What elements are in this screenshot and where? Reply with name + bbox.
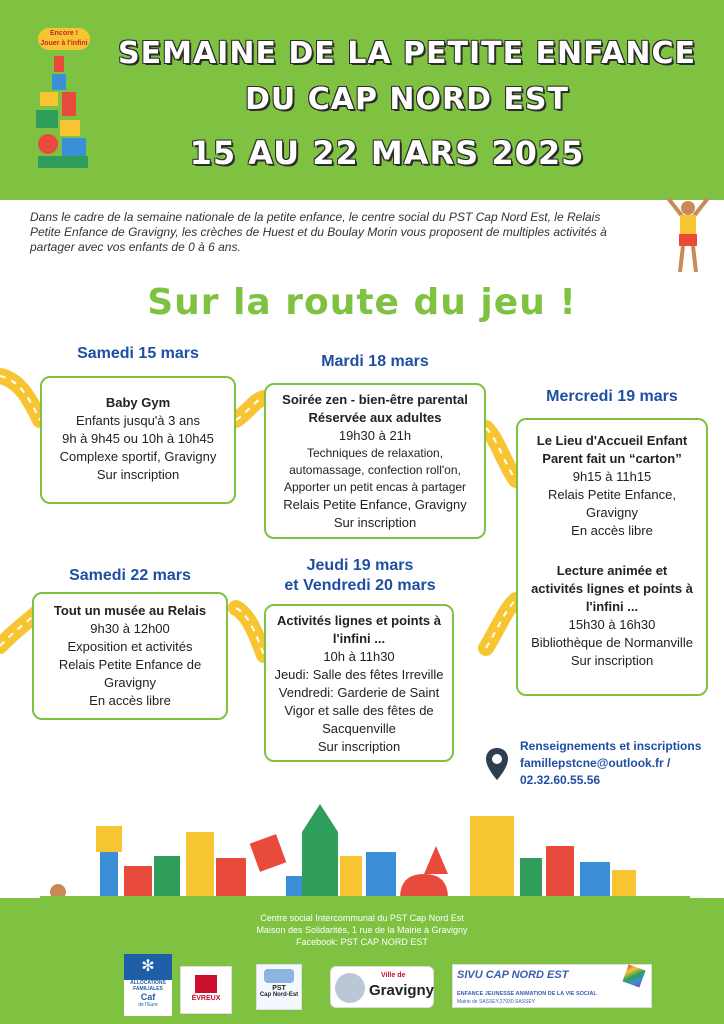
caf-text: Caf (140, 992, 156, 1002)
event-title: Baby Gym (105, 395, 171, 410)
footer-address (0, 912, 724, 948)
evreux-logo (180, 966, 232, 1014)
event-line: En accès libre (89, 693, 171, 708)
evreux-emblem-icon (195, 975, 217, 993)
sivu-title: SIVU CAP NORD EST (457, 969, 569, 981)
event-line: Vigor et salle des fêtes de (284, 703, 434, 718)
event-card-baby-gym (40, 376, 236, 504)
caf-snowflake-icon: ✻ (124, 954, 172, 980)
event-title: Soirée zen - bien-être parental (282, 392, 468, 407)
caf-logo (124, 954, 172, 1016)
gravigny-text: Gravigny (369, 982, 435, 999)
day-line: et Vendredi 20 mars (284, 577, 436, 594)
pst-emblem-icon (264, 969, 294, 983)
event-title: Lecture animée et (556, 563, 668, 578)
event-title: l'infini ... (332, 631, 386, 646)
location-pin-icon (484, 746, 510, 782)
event-title: Activités lignes et points à (277, 613, 441, 628)
footer-line: Centre social Intercommunal du PST Cap Nord Est (260, 913, 464, 923)
poster-badge-line1: Encore ! (49, 30, 78, 37)
footer-line: Facebook: PST CAP NORD EST (296, 937, 428, 947)
event-line: 10h à 11h30 (323, 649, 395, 664)
gravigny-emblem-icon (335, 973, 365, 1003)
event-time: 19h30 à 21h (338, 428, 412, 443)
event-title: l'infini ... (585, 599, 639, 614)
event-line: 9h15 à 11h15 (572, 469, 652, 484)
title-line-1: SEMAINE DE LA PETITE ENFANCE (118, 36, 696, 71)
event-line: Relais Petite Enfance, Gravigny (283, 497, 467, 512)
day-jeudi-vendredi (264, 556, 456, 596)
event-subtitle: Réservée aux adultes (308, 410, 442, 425)
contact-phone[interactable]: 02.32.60.55.56 (520, 773, 601, 787)
pst-text: PST (272, 985, 286, 992)
event-line: 9h à 9h45 ou 10h à 10h45 (62, 431, 214, 446)
poster-badge-line2: Jouer à l'infini (40, 40, 88, 47)
event-detail: automassage, confection roll'on, (289, 463, 461, 477)
day-mardi-18: Mardi 18 mars (321, 353, 429, 370)
event-line: Sur inscription (317, 739, 401, 754)
sivu-subtitle: ENFANCE JEUNESSE ANIMATION DE LA VIE SOCIAL (457, 991, 597, 997)
event-detail: Apporter un petit encas à partager (283, 480, 467, 494)
event-title: Parent fait un “carton” (542, 451, 682, 466)
day-mercredi-19: Mercredi 19 mars (546, 388, 678, 405)
event-line: Bibliothèque de Normanville (531, 635, 693, 650)
event-line: 9h30 à 12h00 (90, 621, 170, 636)
event-card-mercredi (516, 418, 708, 696)
title-line-dates: 15 AU 22 MARS 2025 (189, 134, 585, 172)
event-line: Complexe sportif, Gravigny (59, 449, 217, 464)
event-line: Sur inscription (570, 653, 654, 668)
title-line-2: DU CAP NORD EST (245, 82, 569, 117)
sivu-logo (452, 964, 652, 1008)
event-card-musee (32, 592, 228, 720)
event-line: Jeudi: Salle des fêtes Irreville (274, 667, 444, 682)
evreux-text: ÉVREUX (191, 995, 221, 1002)
event-line: 15h30 à 16h30 (568, 617, 656, 632)
event-line: Gravigny (103, 675, 157, 690)
contact-email[interactable]: famillepstcne@outlook.fr / (520, 756, 671, 770)
contact-title: Renseignements et inscriptions (520, 739, 702, 753)
day-line: Jeudi 19 mars (306, 557, 414, 574)
day-samedi-15: Samedi 15 mars (77, 345, 199, 362)
caf-text: de l'Eure (138, 1002, 158, 1008)
pst-logo (256, 964, 302, 1010)
event-line: Exposition et activités (67, 639, 193, 654)
caf-text: FAMILIALES (133, 986, 163, 992)
event-card-lignes-points (264, 604, 454, 762)
contact-block (520, 738, 701, 789)
event-line: Vendredi: Garderie de Saint (278, 685, 440, 700)
event-title: activités lignes et points à (531, 581, 693, 596)
pst-text: Cap Nord-Est (259, 992, 299, 998)
event-line: Relais Petite Enfance de (58, 657, 202, 672)
footer-line: Maison des Solidarités, 1 rue de la Mairie à Gravigny (256, 925, 468, 935)
event-card-soiree-zen (264, 383, 486, 539)
building-blocks-illustration (40, 796, 690, 900)
event-line: Relais Petite Enfance, (548, 487, 676, 502)
event-title: Tout un musée au Relais (53, 603, 207, 618)
sivu-emblem-icon (622, 964, 645, 987)
intro-text: Dans le cadre de la semaine nationale de la petite enfance, le centre social du PST Cap Nord Est, le Relais Petite Enfance de Gravigny, les crèches de Huest et du Boulay Morin vous proposent de multiples activités à partager avec vos enfants de 0 à 6 ans. (30, 210, 607, 254)
day-samedi-22: Samedi 22 mars (69, 567, 191, 584)
gravigny-logo (330, 966, 434, 1008)
event-detail: Techniques de relaxation, (306, 446, 444, 460)
event-title: Le Lieu d'Accueil Enfant (536, 433, 688, 448)
event-line: En accès libre (571, 523, 653, 538)
sivu-address: Mairie de SASSEY,27930.SASSEY (457, 999, 536, 1005)
event-line: Sur inscription (333, 515, 417, 530)
main-title: Sur la route du jeu ! (147, 282, 577, 323)
event-line: Enfants jusqu'à 3 ans (76, 413, 200, 428)
gravigny-text-small: Ville de (381, 972, 406, 979)
event-line: Sur inscription (96, 467, 180, 482)
event-line: Gravigny (585, 505, 639, 520)
event-line: Sacquenville (322, 721, 396, 736)
caf-text: ALLOCATIONS (130, 980, 166, 986)
